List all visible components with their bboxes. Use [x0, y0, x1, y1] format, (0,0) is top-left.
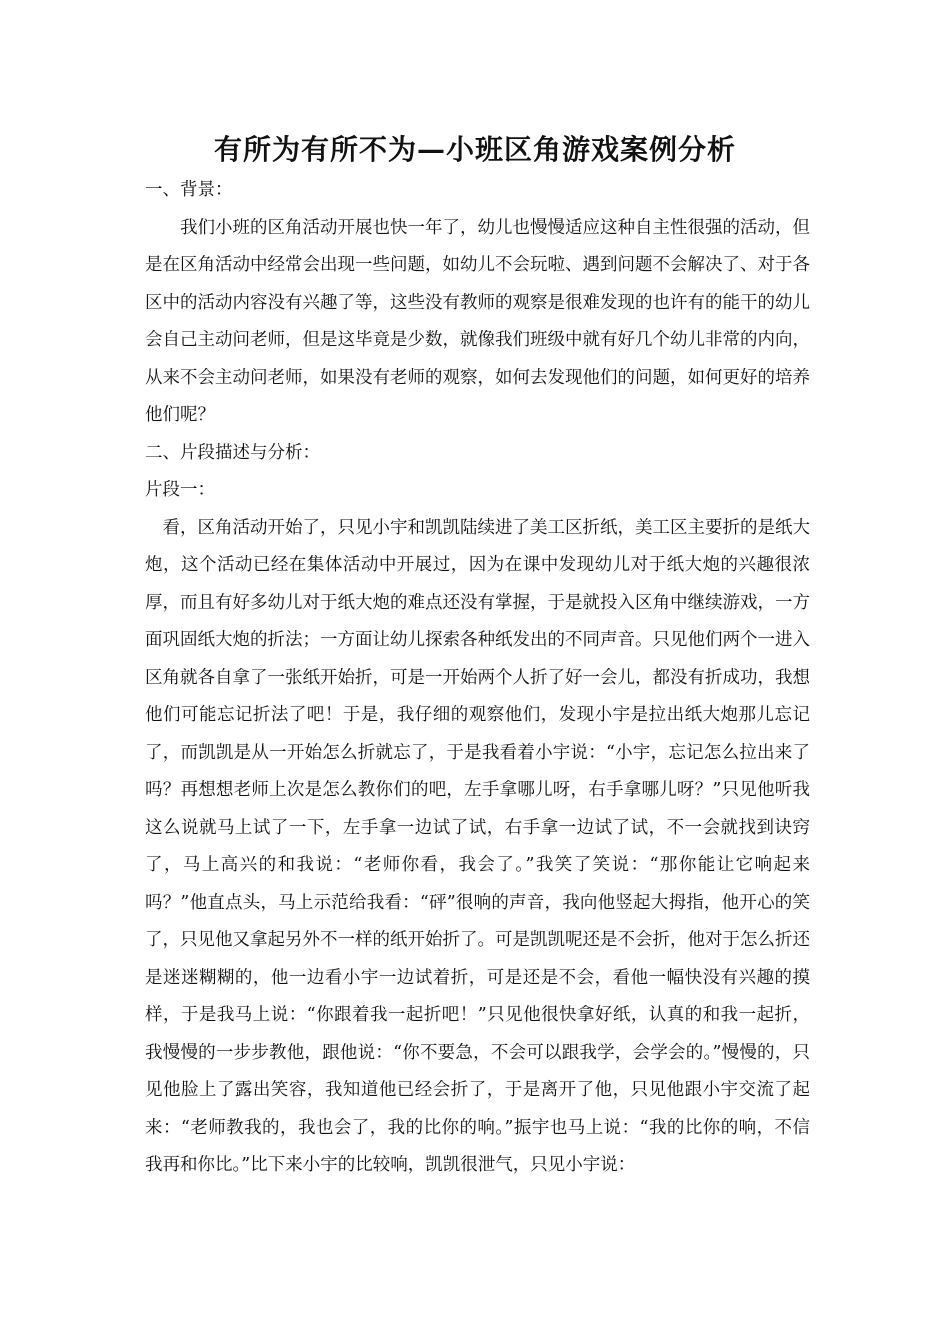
section-heading-analysis: 二、片段描述与分析： [145, 442, 320, 463]
document-title: 有所为有所不为—小班区角游戏案例分析 [213, 133, 736, 166]
section-heading-background: 一、背景： [145, 180, 233, 200]
paragraph-segment-one: 看，区角活动开始了，只见小宇和凯凯陆续进了美工区折纸，美工区主要折的是纸大炮，这个活动已经在集体活动中开展过，因为在课中发现幼儿对于纸大炮的兴趣很浓厚，而且有好多幼儿对于纸大炮的难点还没有掌握，于是就投入区角中继续游戏，一方面巩固纸大炮的折法；一方面让幼儿探索各种纸发出的不同声音。只见他们两个一进入区角就各自拿了一张纸开始折，可是一开始两个人折了好一会儿，都没有折成功，我想他们可能忘记折法了吧！于是，我仔细的观察他们，发现小宇是拉出纸大炮那儿忘记了，而凯凯是从一开始怎么折就忘了，于是我看着小宇说：“小宇，忘记怎么拉出来了吗？再想想老师上次是怎么教你们的吧，左手拿哪儿呀，右手拿哪儿呀？”只见他听我这么说就马上试了一下，左手拿一边试了试，右手拿一边试了试，不一会就找到诀窍了，马上高兴的和我说：“老师你看，我会了。”我笑了笑说：“那你能让它响起来吗？”他直点头，马上示范给我看：“砰”很响的声音，我向他竖起大拇指，他开心的笑了，只见他又拿起另外不一样的纸开始折了。可是凯凯呢还是不会折，他对于怎么折还是迷迷糊糊的，他一边看小宇一边试着折，可是还是不会，看他一幅快没有兴趣的摸样，于是我马上说：“你跟着我一起折吧！”只见他很快拿好纸，认真的和我一起折，我慢慢的一步步教他，跟他说：“你不要急，不会可以跟我学，会学会的。”慢慢的，只见他脸上了露出笑容，我知道他已经会折了，于是离开了他，只见他跟小宇交流了起来：“老师教我的，我也会了，我的比你的响。”振宇也马上说：“我的比你的响，不信我再和你比。”比下来小宇的比较响，凯凯很泄气，只见小宇说： [145, 517, 810, 1175]
paragraph-background: 我们小班的区角活动开展也快一年了，幼儿也慢慢适应这种自主性很强的活动，但是在区角活动中经常会出现一些问题，如幼儿不会玩啦、遇到问题不会解决了、对于各区中的活动内容没有兴趣了等，这些没有教师的观察是很难发现的也许有的能干的幼儿会自己主动问老师，但是这毕竟是少数，就像我们班级中就有好几个幼儿非常的内向，从来不会主动问老师，如果没有老师的观察，如何去发现他们的问题，如何更好的培养他们呢？ [145, 217, 810, 425]
document-body [145, 172, 810, 1185]
segment-heading: 片段一： [145, 480, 215, 500]
